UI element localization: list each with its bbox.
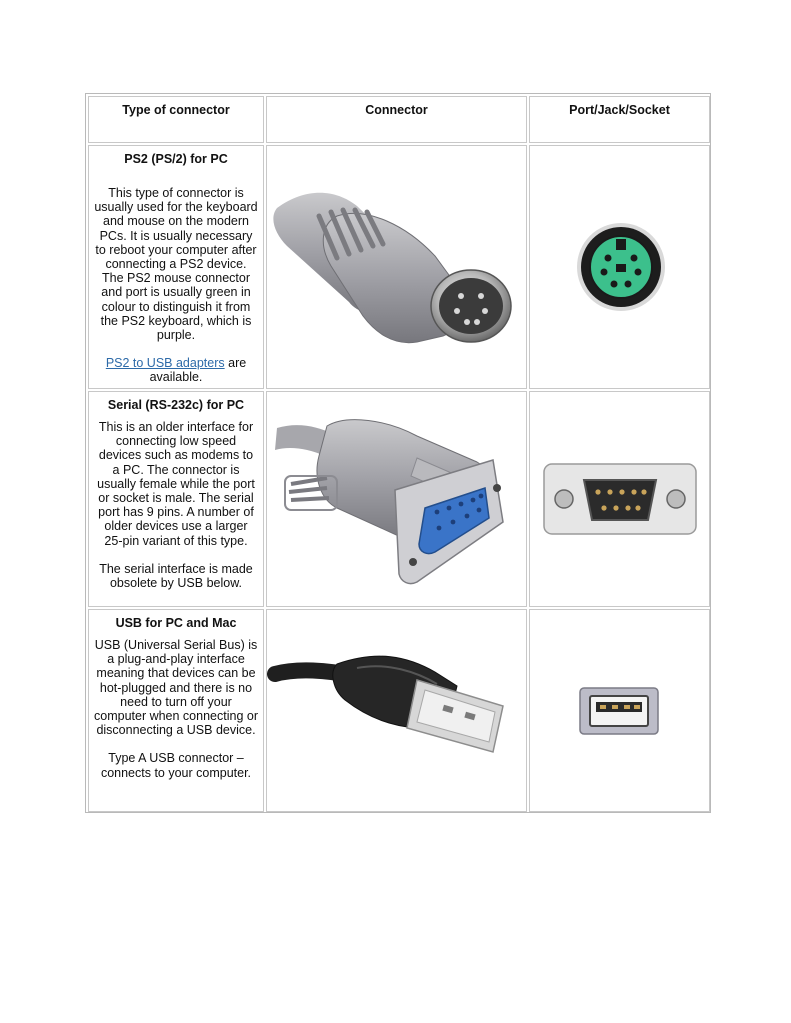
serial-description-text: This is an older interface for connecting low speed devices such as modems to a PC. The connector is usually female while the port or socket is male. The serial port has 9 pins. A number of older devices use a larger 25-pin variant of this type. <box>97 420 255 548</box>
header-type-of-connector <box>88 96 264 143</box>
header-label: Port/Jack/Socket <box>569 103 670 117</box>
serial-connector-cell <box>266 391 527 607</box>
usb-port-image <box>530 610 709 811</box>
ps2-adapters-suffix: are available. <box>149 356 247 385</box>
ps2-description-text: This type of connector is usually used for the keyboard and mouse on the modern PCs. It is usually necessary to reboot your computer after connecting a PS2 device. The PS2 mouse connector and port is usually green in colour to distinguish it from the PS2 keyboard, which is purple. <box>94 186 258 343</box>
serial-port-cell <box>529 391 710 607</box>
usb-title: USB for PC and Mac <box>115 616 237 630</box>
header-port-jack-socket <box>529 96 710 143</box>
ps2-to-usb-adapters-link[interactable]: PS2 to USB adapters <box>105 356 225 371</box>
header-label: Connector <box>365 103 428 117</box>
ps2-connector-cell <box>266 145 527 389</box>
ps2-title: PS2 (PS/2) for PC <box>124 152 228 166</box>
usb-connector-cell <box>266 609 527 812</box>
usb-type-a-note: Type A USB connector – connects to your computer. <box>100 751 252 780</box>
ps2-adapters-line <box>94 356 258 384</box>
header-connector <box>266 96 527 143</box>
usb-description <box>89 638 263 780</box>
serial-obsolete-note: The serial interface is made obsolete by USB below. <box>99 561 253 591</box>
serial-title: Serial (RS-232c) for PC <box>107 398 245 412</box>
usb-port-cell <box>529 609 710 812</box>
serial-description-cell <box>88 391 264 607</box>
ps2-port-cell <box>529 145 710 389</box>
serial-description <box>89 420 263 590</box>
ps2-description <box>89 186 263 385</box>
header-label: Type of connector <box>122 103 230 117</box>
usb-description-cell <box>88 609 264 812</box>
ps2-connector-image <box>267 146 526 388</box>
ps2-description-cell <box>88 145 264 389</box>
connector-table <box>85 93 711 813</box>
usb-connector-image <box>267 610 526 811</box>
usb-description-text: USB (Universal Serial Bus) is a plug-and-play interface meaning that devices can be hot-plugged and there is no need to turn off your computer when connecting or disconnecting a USB device. <box>94 638 258 738</box>
ps2-port-image <box>530 146 709 388</box>
serial-port-image <box>530 392 709 606</box>
serial-connector-image <box>267 392 526 606</box>
